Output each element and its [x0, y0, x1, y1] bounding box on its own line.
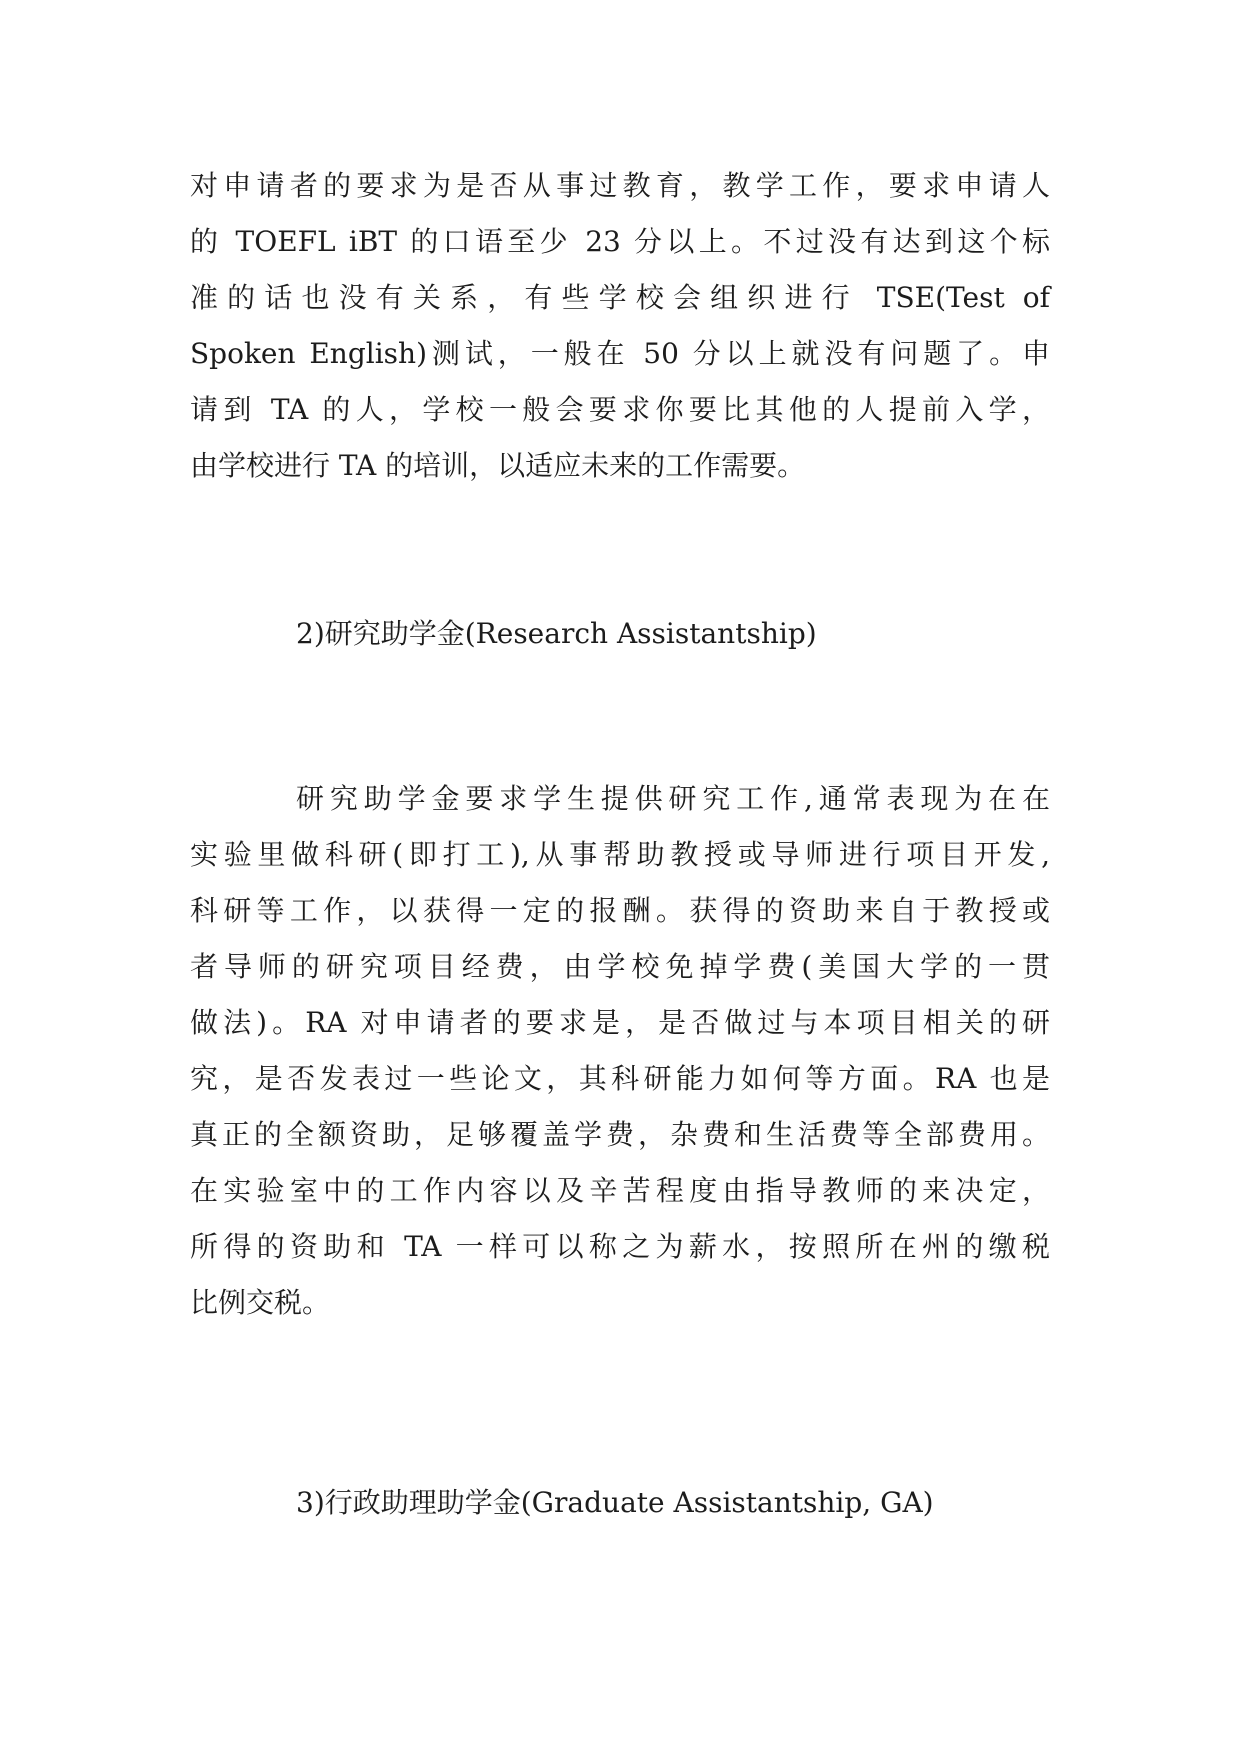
- paragraph-line: 实验里做科研(即打工),从事帮助教授或导师进行项目开发,: [190, 838, 1050, 871]
- paragraph-line: 做法)。RA 对申请者的要求是，是否做过与本项目相关的研: [190, 1006, 1050, 1039]
- paragraph-line: 准的话也没有关系，有些学校会组织进行 TSE(Test of: [190, 281, 1050, 314]
- paragraph-line: 者导师的研究项目经费，由学校免掉学费(美国大学的一贯: [190, 950, 1050, 983]
- paragraph-line: 请到 TA 的人，学校一般会要求你要比其他的人提前入学，: [190, 393, 1050, 426]
- paragraph-line: 真正的全额资助，足够覆盖学费，杂费和生活费等全部费用。: [190, 1118, 1050, 1151]
- paragraph-line: 究，是否发表过一些论文，其科研能力如何等方面。RA 也是: [190, 1062, 1050, 1095]
- paragraph-line: 科研等工作，以获得一定的报酬。获得的资助来自于教授或: [190, 894, 1050, 927]
- paragraph-line: 研究助学金要求学生提供研究工作,通常表现为在在: [296, 782, 1050, 815]
- paragraph-line: 对申请者的要求为是否从事过教育，教学工作，要求申请人: [190, 169, 1050, 202]
- section-heading-research-assistantship: 2)研究助学金(Research Assistantship): [296, 617, 817, 650]
- paragraph-line: 在实验室中的工作内容以及辛苦程度由指导教师的来决定，: [190, 1174, 1050, 1207]
- paragraph-line: 所得的资助和 TA 一样可以称之为薪水，按照所在州的缴税: [190, 1230, 1050, 1263]
- section-heading-graduate-assistantship: 3)行政助理助学金(Graduate Assistantship, GA): [296, 1486, 934, 1519]
- paragraph-line: 的 TOEFL iBT 的口语至少 23 分以上。不过没有达到这个标: [190, 225, 1050, 258]
- paragraph-line: 比例交税。: [190, 1286, 331, 1319]
- paragraph-line: 由学校进行 TA 的培训，以适应未来的工作需要。: [190, 449, 806, 482]
- paragraph-line: Spoken English)测试，一般在 50 分以上就没有问题了。申: [190, 337, 1050, 370]
